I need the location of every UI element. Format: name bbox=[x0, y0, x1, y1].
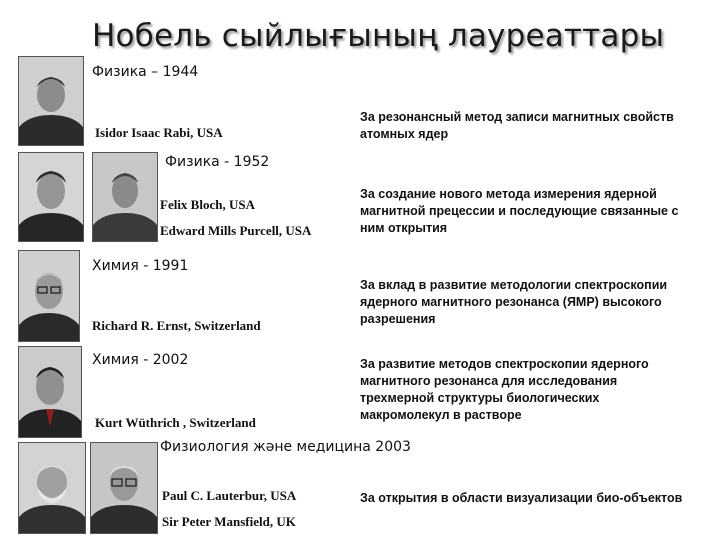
person-photo-icon bbox=[19, 251, 79, 341]
section-heading-physics-1944: Физика – 1944 bbox=[92, 64, 199, 80]
laureate-description-1991: За вклад в развитие методологии спектроскопии ядерного магнитного резонанса (ЯМР) высокого разрешения bbox=[360, 278, 668, 326]
laureate-description-2002: За развитие методов спектроскопии ядерного магнитного резонанса для исследования трехмерной структуры биологических макромолекул в растворе bbox=[360, 357, 649, 422]
person-photo-icon bbox=[19, 57, 83, 145]
person-photo-icon bbox=[91, 443, 157, 533]
laureate-description-1952: За создание нового метода измерения ядерной магнитной прецессии и последующие связанные с ним открытия bbox=[360, 187, 679, 235]
section-heading-medicine-2003: Физиология және медицина 2003 bbox=[160, 439, 411, 455]
laureate-name-ernst: Richard R. Ernst, Switzerland bbox=[92, 318, 261, 333]
laureate-name-mansfield: Sir Peter Mansfield, UK bbox=[162, 514, 296, 529]
section-heading-chemistry-2002: Химия - 2002 bbox=[92, 352, 189, 368]
laureate-name-lauterbur: Paul C. Lauterbur, USA bbox=[162, 488, 297, 503]
laureate-description-2003: За открытия в области визуализации био-объектов bbox=[360, 491, 683, 505]
laureate-name-bloch: Felix Bloch, USA bbox=[160, 197, 255, 212]
person-photo-icon bbox=[93, 153, 157, 241]
portrait-wuthrich bbox=[18, 346, 82, 438]
portrait-mansfield bbox=[90, 442, 158, 534]
portrait-ernst bbox=[18, 250, 80, 342]
laureate-name-wuthrich: Kurt Wüthrich , Switzerland bbox=[95, 415, 256, 430]
laureate-name-rabi: Isidor Isaac Rabi, USA bbox=[95, 125, 223, 140]
page-title: Нобель сыйлығының лауреаттары bbox=[92, 18, 665, 54]
laureate-description-1944: За резонансный метод записи магнитных свойств атомных ядер bbox=[360, 110, 674, 141]
person-photo-icon bbox=[19, 347, 81, 437]
section-heading-chemistry-1991: Химия - 1991 bbox=[92, 258, 189, 274]
person-photo-icon bbox=[19, 153, 83, 241]
section-heading-physics-1952: Физика - 1952 bbox=[165, 154, 270, 170]
portrait-bloch bbox=[18, 152, 84, 242]
portrait-purcell bbox=[92, 152, 158, 242]
laureate-name-purcell: Edward Mills Purcell, USA bbox=[160, 223, 312, 238]
portrait-rabi bbox=[18, 56, 84, 146]
portrait-lauterbur bbox=[18, 442, 86, 534]
person-photo-icon bbox=[19, 443, 85, 533]
